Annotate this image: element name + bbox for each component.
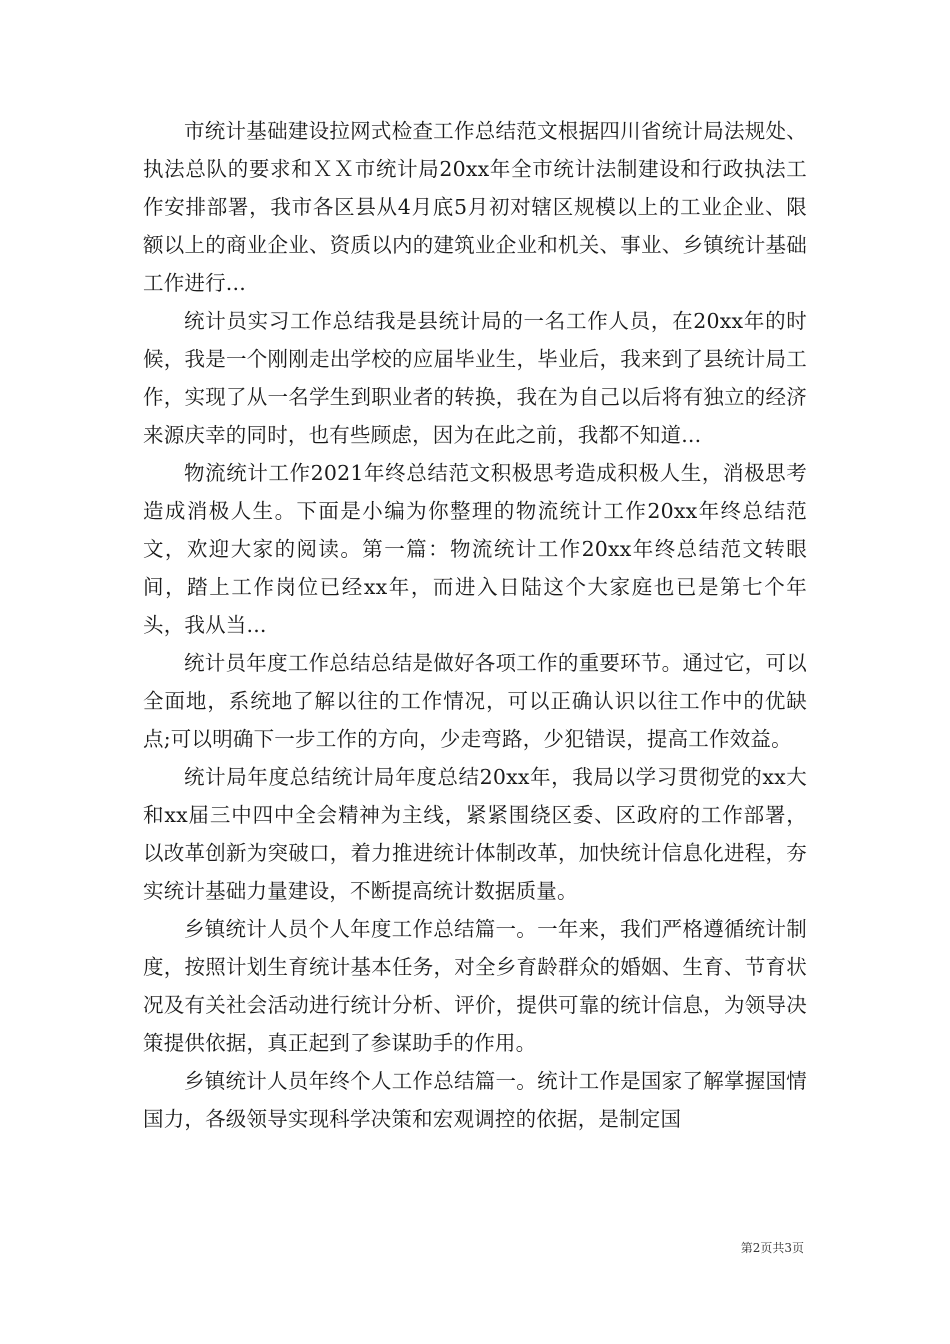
- page-number: 第2页共3页: [740, 1241, 804, 1255]
- paragraph-7: 乡镇统计人员年终个人工作总结篇一。统计工作是国家了解掌握国情国力，各级领导实现科学决策和宏观调控的依据，是制定国: [143, 1069, 807, 1131]
- paragraph-2: 统计员实习工作总结我是县统计局的一名工作人员，在20xx年的时候，我是一个刚刚走出学校的应届毕业生，毕业后，我来到了县统计局工作，实现了从一名学生到职业者的转换，我在为自己以后将有独立的经济来源庆幸的同时，也有些顾虑，因为在此之前，我都不知道...: [143, 309, 807, 447]
- paragraph-6: 乡镇统计人员个人年度工作总结篇一。一年来，我们严格遵循统计制度，按照计划生育统计基本任务，对全乡育龄群众的婚姻、生育、节育状况及有关社会活动进行统计分析、评价，提供可靠的统计信息，为领导决策提供依据，真正起到了参谋助手的作用。: [143, 917, 807, 1055]
- paragraph-3: 物流统计工作2021年终总结范文积极思考造成积极人生，消极思考造成消极人生。下面是小编为你整理的物流统计工作20xx年终总结范文，欢迎大家的阅读。第一篇：物流统计工作20xx年终总结范文转眼间，踏上工作岗位已经xx年，而进入日陆这个大家庭也已是第七个年头，我从当...: [143, 461, 807, 637]
- paragraph-5: 统计局年度总结统计局年度总结20xx年，我局以学习贯彻党的xx大和xx届三中四中全会精神为主线，紧紧围绕区委、区政府的工作部署，以改革创新为突破口，着力推进统计体制改革，加快统计信息化进程，夯实统计基础力量建设，不断提高统计数据质量。: [143, 765, 807, 903]
- paragraph-4: 统计员年度工作总结总结是做好各项工作的重要环节。通过它，可以全面地，系统地了解以往的工作情况，可以正确认识以往工作中的优缺点;可以明确下一步工作的方向，少走弯路，少犯错误，提高工作效益。: [143, 651, 807, 751]
- document-body: [143, 112, 807, 1138]
- paragraph-1: 市统计基础建设拉网式检查工作总结范文根据四川省统计局法规处、执法总队的要求和ＸＸ市统计局20xx年全市统计法制建设和行政执法工作安排部署，我市各区县从4月底5月初对辖区规模以上的工业企业、限额以上的商业企业、资质以内的建筑业企业和机关、事业、乡镇统计基础工作进行...: [143, 119, 807, 295]
